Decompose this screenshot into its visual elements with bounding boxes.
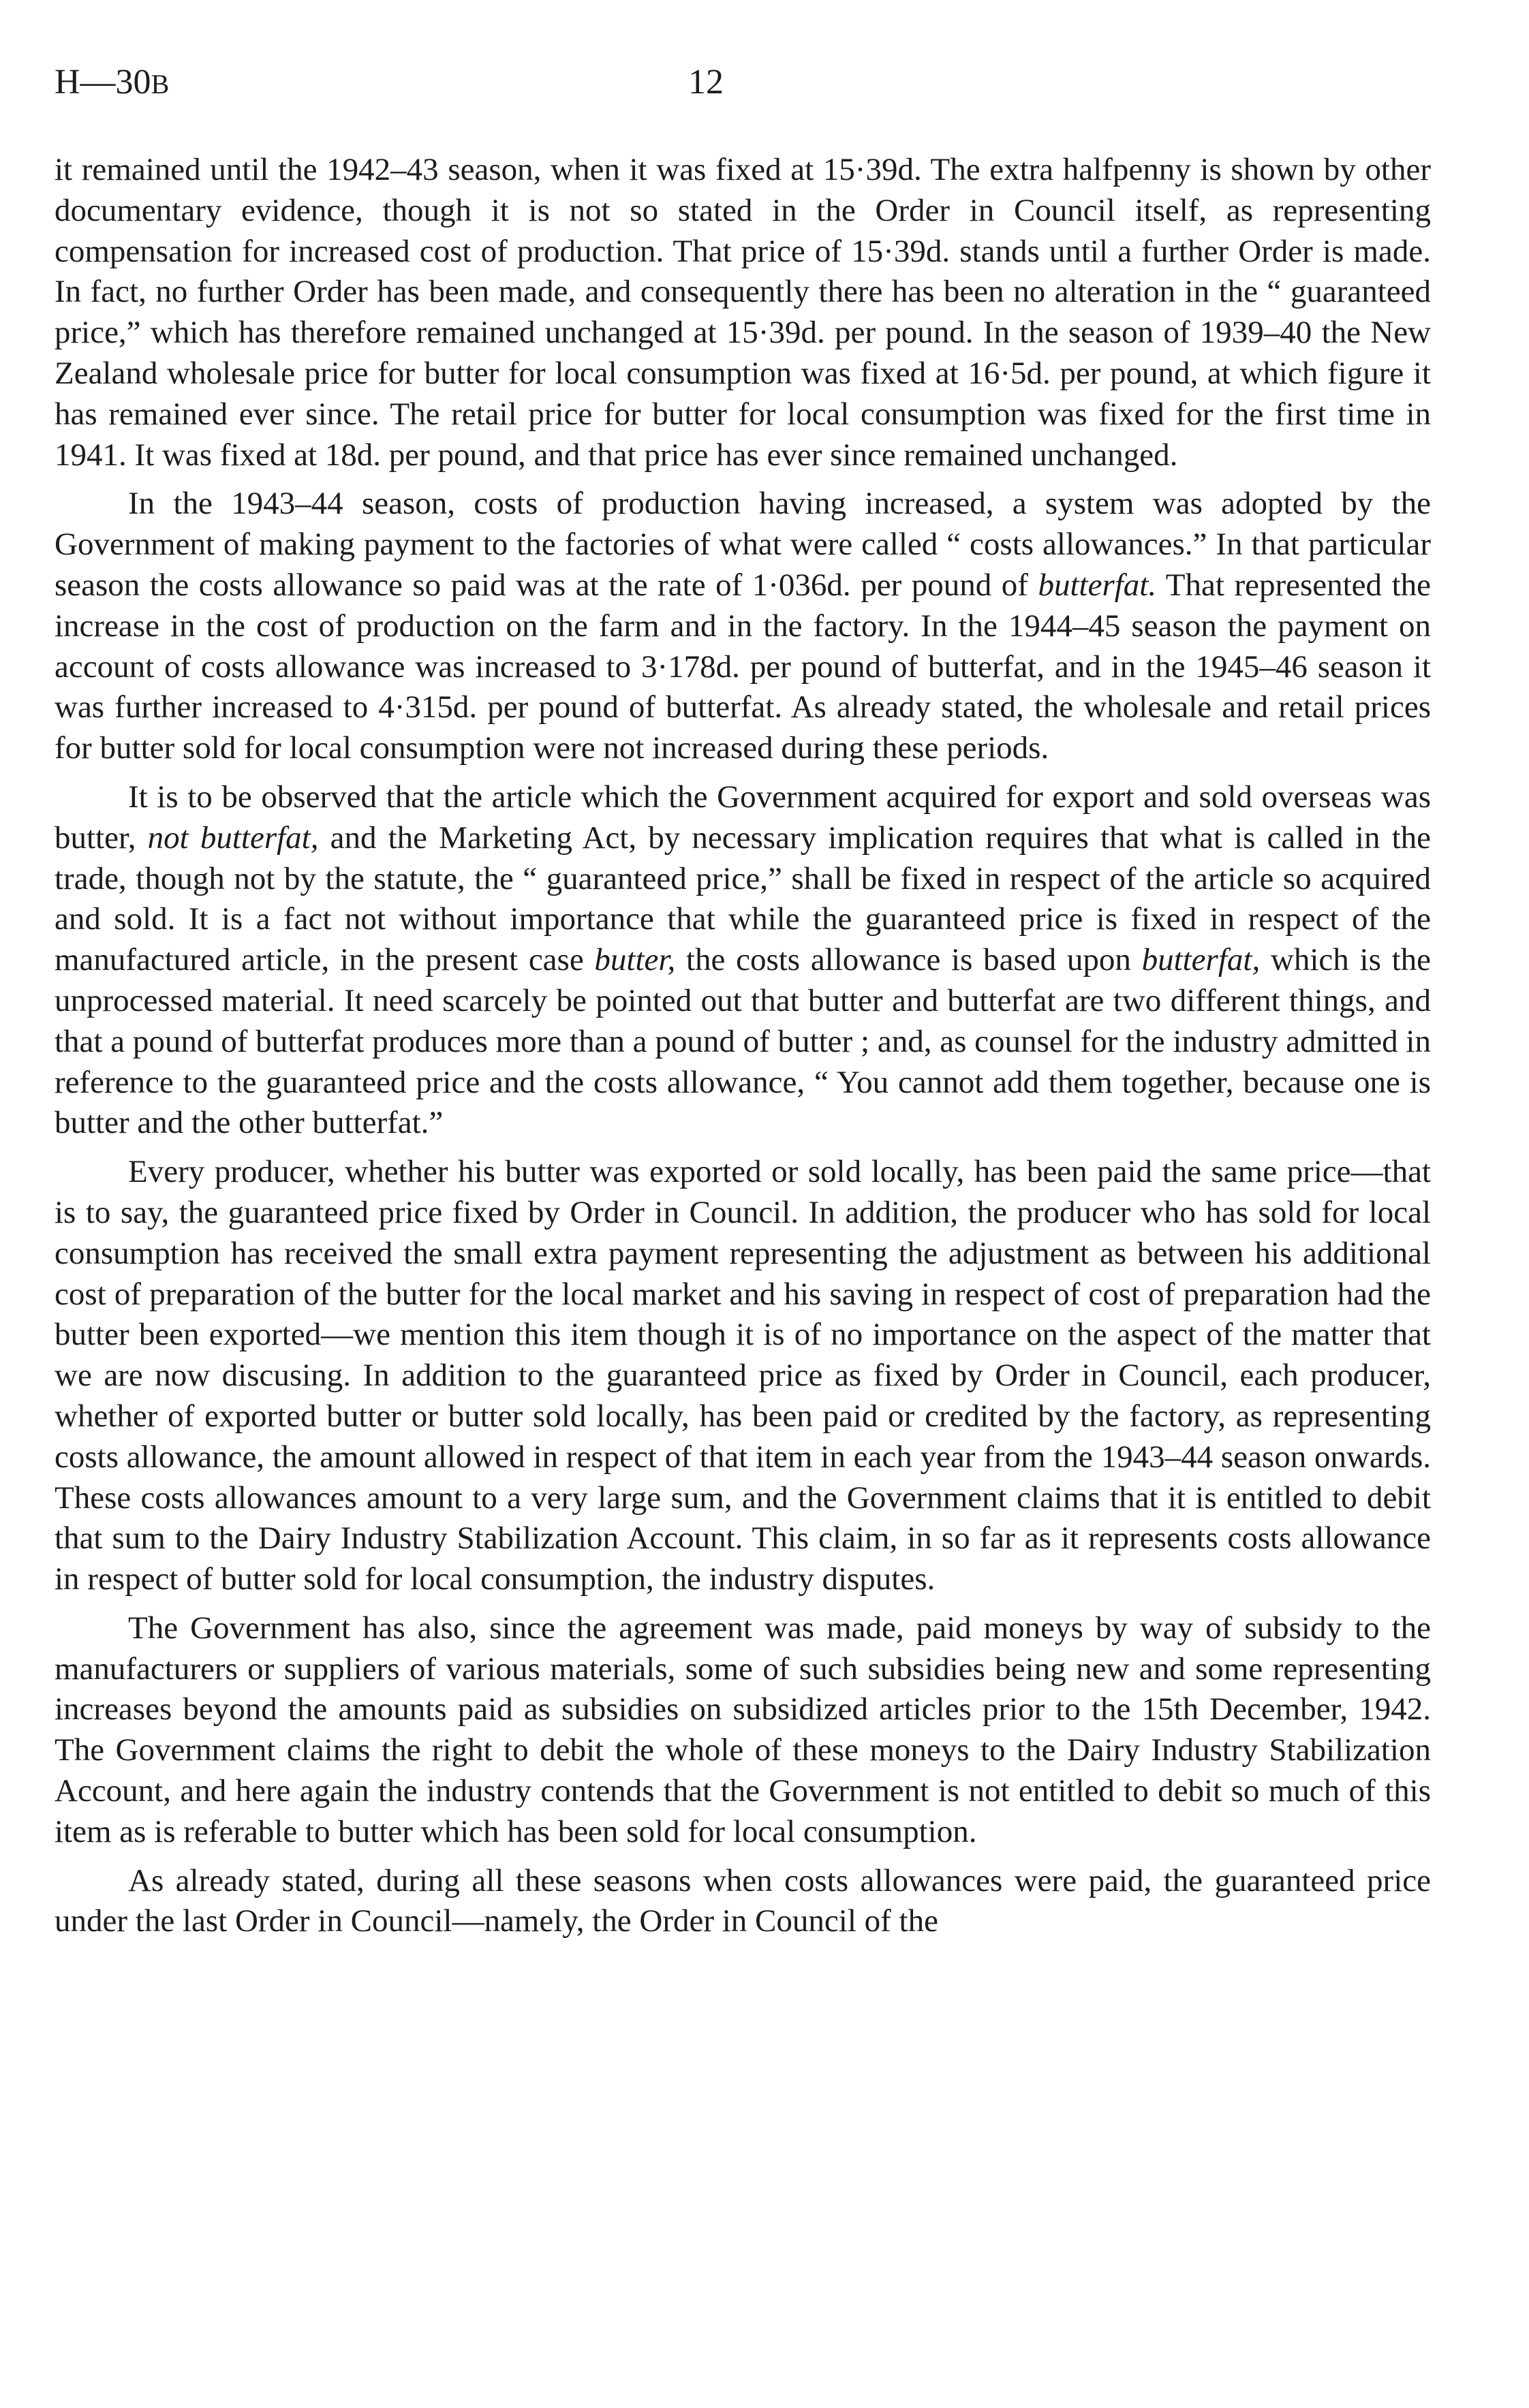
document-reference-prefix: H—30	[55, 63, 151, 101]
text-segment: In the 1943–44 season, costs of production having increased, a system was adopted by the Government of making payment to the factories of what were called “ costs allowances.” In that particular season the costs allowance so paid was at the rate of 1·036d. per pound of	[55, 486, 1431, 603]
text-segment: Every producer, whether his butter was exported or sold locally, has been paid the same price—that is to say, the guaranteed price fixed by Order in Council. In addition, the producer who has sold for local consumption has received the small extra payment representing the adjustment as between his additional cost of preparation of the butter for the local market and his saving in respect of cost of preparation had the butter been exported—we mention this item though it is of no importance on the aspect of the matter that we are now discusing. In addition to the guaranteed price as fixed by Order in Council, each producer, whether of exported butter or butter sold locally, has been paid or credited by the factory, as representing costs allowance, the amount allowed in respect of that item in each year from the 1943–44 season onwards. These costs allowances amount to a very large sum, and the Government claims that it is entitled to debit that sum to the Dairy Industry Stabilization Account. This claim, in so far as it represents costs allowance in respect of butter sold for local consumption, the industry disputes.	[55, 1154, 1431, 1597]
text-segment: It is to be observed that the article which the Government acquired for export and sold overseas was butter,	[55, 779, 1431, 856]
text-segment: and the Marketing Act, by necessary implication requires that what is called in the trade, though not by the statute, the “ guaranteed price,” shall be fixed in respect of the article so acquired and sold. It is a fact not without importance that while the guaranteed price is fixed in respect of the manufactured article, in the present case	[55, 819, 1431, 978]
document-body	[55, 150, 1431, 1950]
paragraph	[55, 1861, 1431, 1943]
page-header	[55, 60, 1431, 105]
text-segment: That represented the increase in the cost of production on the farm and in the factory. In the 1944–45 season the payment on account of costs allowance was increased to 3·178d. per pound of butterfat, and in the 1945–46 season it was further increased to 4·315d. per pound of butterfat. As already stated, the wholesale and retail prices for butter sold for local consumption were not increased during these periods.	[55, 567, 1431, 766]
italic-text: not butterfat,	[147, 819, 319, 856]
paragraph	[55, 484, 1431, 769]
italic-text: butter,	[594, 942, 676, 978]
document-page	[55, 60, 1431, 2362]
text-segment: it remained until the 1942–43 season, when it was fixed at 15·39d. The extra halfpenny is shown by other documentary evidence, though it is not so stated in the Order in Council itself, as representing compensation for increased cost of production. That price of 15·39d. stands until a further Order is made. In fact, no further Order has been made, and consequently there has been no alteration in the “ guaranteed price,” which has therefore remained unchanged at 15·39d. per pound. In the season of 1939–40 the New Zealand wholesale price for butter for local consumption was fixed at 16·5d. per pound, at which figure it has remained ever since. The retail price for butter for local consumption was fixed for the first time in 1941. It was fixed at 18d. per pound, and that price has ever since remained unchanged.	[55, 152, 1431, 473]
text-segment: As already stated, during all these seasons when costs allowances were paid, the guaranteed price under the last Order in Council—namely, the Order in Council of the	[55, 1862, 1431, 1939]
text-segment: the costs allowance is based upon	[675, 942, 1142, 978]
italic-text: butterfat.	[1038, 567, 1157, 603]
paragraph	[55, 150, 1431, 475]
document-reference	[55, 60, 169, 107]
paragraph	[55, 1152, 1431, 1600]
text-segment: The Government has also, since the agreement was made, paid moneys by way of subsidy to the manufacturers or suppliers of various materials, some of such subsidies being new and some representing increases beyond the amounts paid as subsidies on subsidized articles prior to the 15th December, 1942. The Government claims the right to debit the whole of these moneys to the Dairy Industry Stabilization Account, and here again the industry contends that the Government is not entitled to debit so much of this item as is referable to butter which has been sold for local consumption.	[55, 1610, 1431, 1849]
document-reference-suffix: B	[151, 69, 170, 99]
text-segment: which is the unprocessed material. It need scarcely be pointed out that butter and butterfat are two different things, and that a pound of butterfat produces more than a pound of butter ; and, as counsel for the industry admitted in reference to the guaranteed price and the costs allowance, “ You cannot add them together, because one is butter and the other butterfat.”	[55, 942, 1431, 1141]
page-number: 12	[688, 63, 724, 101]
paragraph	[55, 777, 1431, 1144]
italic-text: butterfat,	[1141, 942, 1261, 978]
paragraph	[55, 1608, 1431, 1853]
